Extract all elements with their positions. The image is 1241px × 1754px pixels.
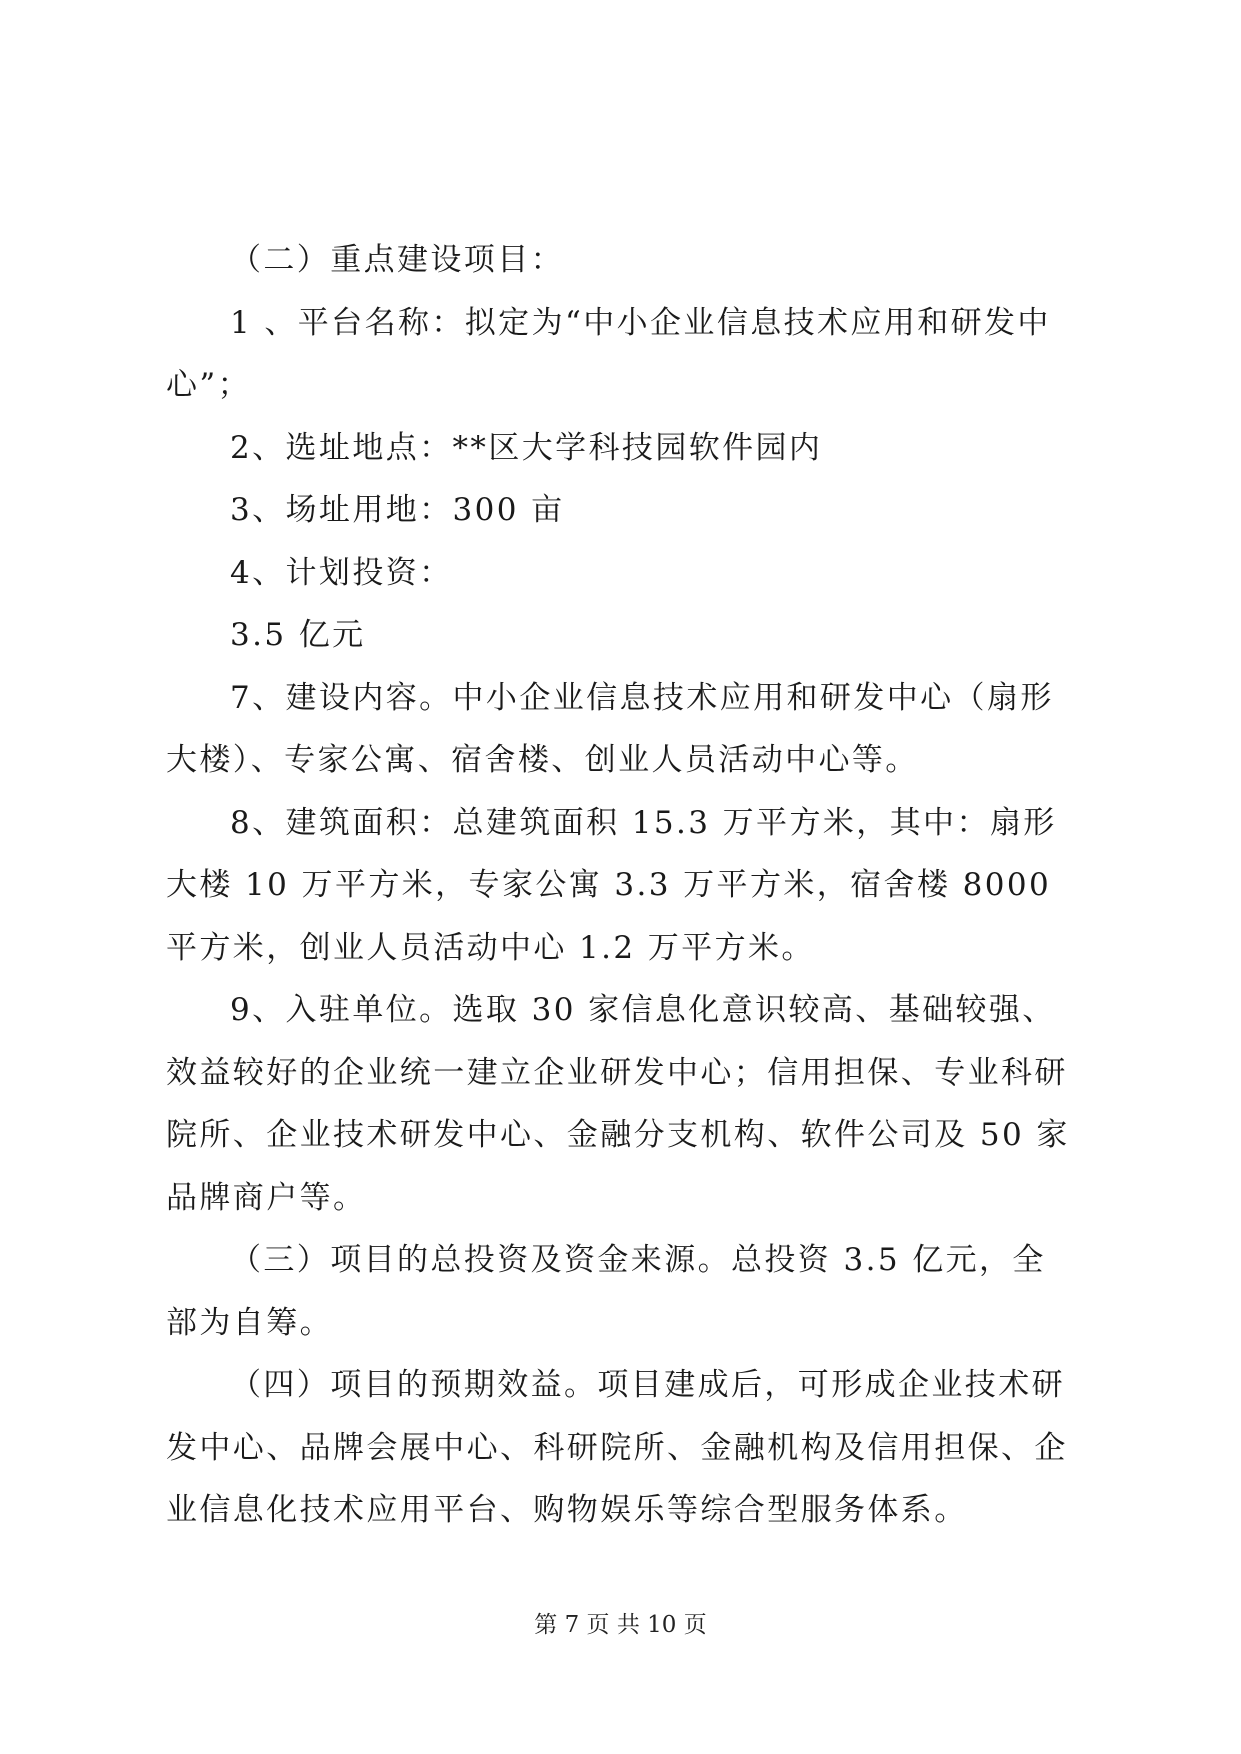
paragraph-total-investment: （三）项目的总投资及资金来源。总投资 3.5 亿元，全部为自筹。: [166, 1242, 1046, 1341]
paragraph-construction-content: 7、建设内容。中小企业信息技术应用和研发中心（扇形大楼）、专家公寓、宿舍楼、创业人员活动中心等。: [166, 679, 1054, 778]
document-body: [166, 229, 1078, 1542]
section-heading-key-projects: （二）重点建设项目：: [230, 242, 564, 278]
paragraph-planned-investment: 4、计划投资：: [230, 554, 453, 591]
paragraph-tenants: 9、入驻单位。选取 30 家信息化意识较高、基础较强、效益较好的企业统一建立企业研发中心；信用担保、专业科研院所、企业技术研发中心、金融分支机构、软件公司及 50 家品牌商户等。: [166, 992, 1070, 1216]
paragraph-site-area: 3、场址用地：300 亩: [230, 492, 565, 528]
paragraph-platform-name: 1 、平台名称：拟定为“中小企业信息技术应用和研发中心”；: [166, 304, 1051, 403]
paragraph-site-location: 2、选址地点：**区大学科技园软件园内: [230, 429, 823, 466]
paragraph-expected-benefits: （四）项目的预期效益。项目建成后，可形成企业技术研发中心、品牌会展中心、科研院所、金融机构及信用担保、企业信息化技术应用平台、购物娱乐等综合型服务体系。: [166, 1367, 1068, 1528]
paragraph-building-area: 8、建筑面积：总建筑面积 15.3 万平方米，其中：扇形大楼 10 万平方米，专家公寓 3.3 万平方米，宿舍楼 8000 平方米，创业人员活动中心 1.2 万平方米。: [166, 804, 1057, 966]
paragraph-investment-amount: 3.5 亿元: [230, 617, 366, 653]
page-number-footer: 第 7 页 共 10 页: [534, 1612, 707, 1638]
